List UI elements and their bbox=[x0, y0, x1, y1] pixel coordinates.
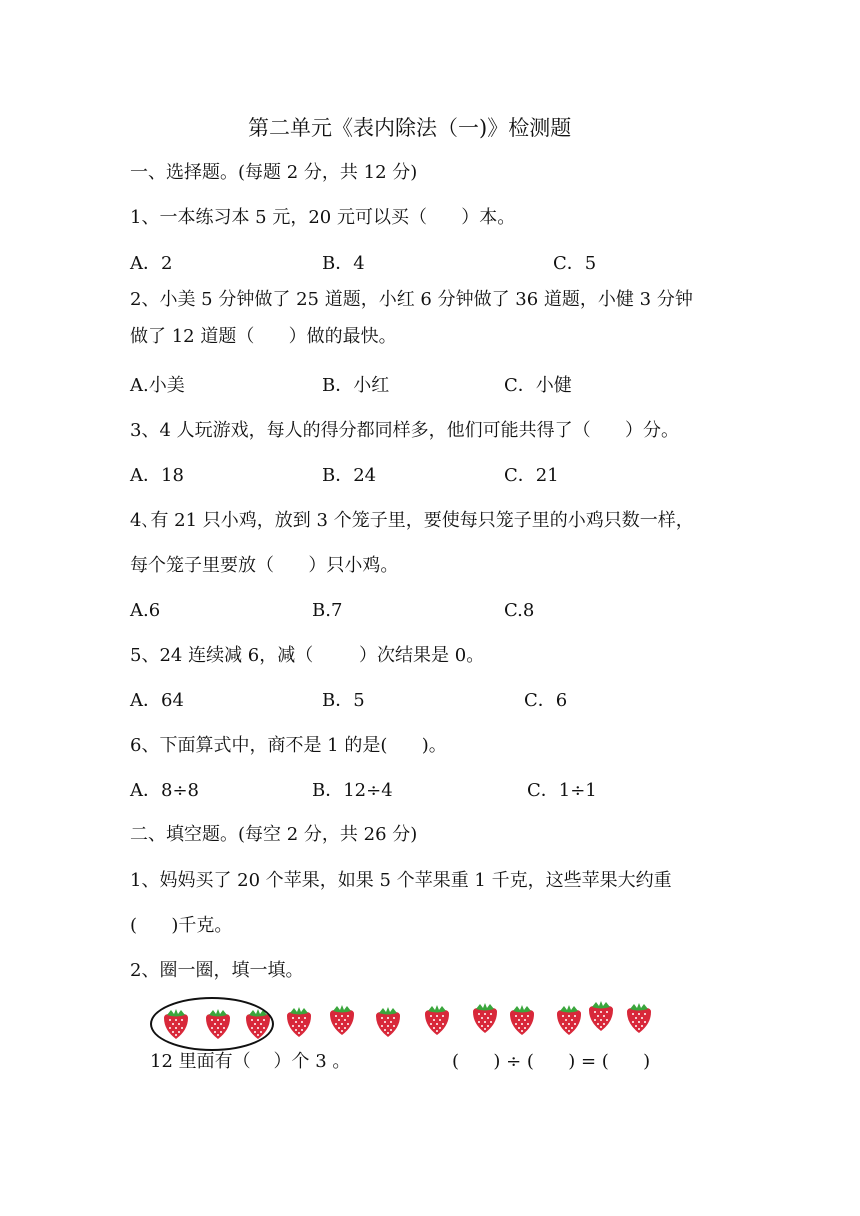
strawberry-icon bbox=[284, 1006, 314, 1038]
fill-q2-line: 2、圈一圈，填一填。 bbox=[130, 960, 304, 981]
section2-heading: 二、填空题。(每空 2 分，共 26 分) bbox=[130, 824, 418, 845]
q3-option-a: A．18 bbox=[130, 465, 184, 486]
strawberry-icon bbox=[422, 1004, 452, 1036]
q1-option-b: B．4 bbox=[322, 253, 365, 274]
strawberry-icon bbox=[554, 1004, 584, 1036]
q1-option-c: C．5 bbox=[553, 253, 597, 274]
q1-option-a: A．2 bbox=[130, 253, 173, 274]
section1-heading: 一、选择题。(每题 2 分，共 12 分) bbox=[130, 162, 418, 183]
q5-option-a: A．64 bbox=[130, 690, 184, 711]
q5-line: 5、24 连续减 6，减（ ）次结果是 0。 bbox=[130, 645, 485, 666]
strawberry-icon bbox=[507, 1004, 537, 1036]
strawberry-icon bbox=[470, 1002, 500, 1034]
q1-line: 1、一本练习本 5 元，20 元可以买（ ）本。 bbox=[130, 207, 516, 228]
circle-group-oval bbox=[150, 997, 274, 1051]
q6-option-a: A．8÷8 bbox=[130, 780, 199, 801]
q2-option-a: A.小美 bbox=[130, 375, 185, 396]
q6-option-c: C．1÷1 bbox=[527, 780, 597, 801]
q3-line: 3、4 人玩游戏，每人的得分都同样多，他们可能共得了（ ）分。 bbox=[130, 420, 679, 441]
q3-option-c: C．21 bbox=[504, 465, 559, 486]
q4-line-1: 4､有 21 只小鸡，放到 3 个笼子里，要使每只笼子里的小鸡只数一样， bbox=[130, 510, 694, 531]
fill-q2-groups-text: 12 里面有（ ）个 3 。 bbox=[150, 1051, 351, 1072]
q4-option-b: B.7 bbox=[312, 600, 343, 621]
q4-option-a: A.6 bbox=[130, 600, 161, 621]
strawberry-icon bbox=[373, 1006, 403, 1038]
fill-q1-line-2: ( )千克。 bbox=[130, 915, 233, 936]
q2-option-c: C．小健 bbox=[504, 375, 572, 396]
q6-line: 6、下面算式中，商不是 1 的是( )。 bbox=[130, 735, 447, 756]
q3-option-b: B．24 bbox=[322, 465, 377, 486]
q6-option-b: B．12÷4 bbox=[312, 780, 393, 801]
page-title: 第二单元《表内除法（一)》检测题 bbox=[248, 116, 572, 140]
strawberry-icon bbox=[624, 1002, 654, 1034]
q2-line-2: 做了 12 道题（ ）做的最快。 bbox=[130, 326, 397, 347]
q5-option-b: B．5 bbox=[322, 690, 365, 711]
q5-option-c: C．6 bbox=[524, 690, 568, 711]
strawberry-icon bbox=[586, 1000, 616, 1032]
strawberry-icon bbox=[327, 1004, 357, 1036]
fill-q1-line-1: 1、妈妈买了 20 个苹果，如果 5 个苹果重 1 千克，这些苹果大约重 bbox=[130, 870, 672, 891]
q2-line-1: 2、小美 5 分钟做了 25 道题，小红 6 分钟做了 36 道题，小健 3 分钟 bbox=[130, 289, 693, 310]
q4-line-2: 每个笼子里要放（ ）只小鸡。 bbox=[130, 555, 399, 576]
fill-q2-division-equation: ( ) ÷ ( ) = ( ) bbox=[452, 1051, 651, 1072]
q4-option-c: C.8 bbox=[504, 600, 535, 621]
q2-option-b: B．小红 bbox=[322, 375, 390, 396]
